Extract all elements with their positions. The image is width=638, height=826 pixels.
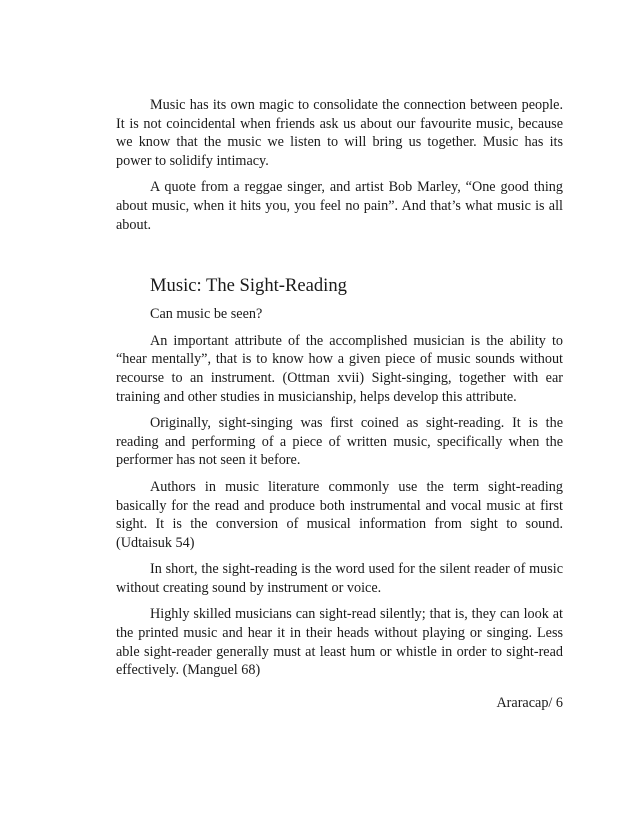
question-line: Can music be seen? <box>150 306 263 323</box>
paragraph-body-5: Highly skilled musicians can sight-read silently; that is, they can look at the printed music and hear it in their heads without playing or singing. Less able sight-reader generally must at least hum or whistle in order to sight-read effectively. (Manguel 68) <box>116 606 563 679</box>
document-page <box>116 96 563 688</box>
section-heading: Music: The Sight-Reading <box>150 275 347 297</box>
paragraph-body-4: In short, the sight-reading is the word used for the silent reader of music without creating sound by instrument or voice. <box>116 561 563 596</box>
paragraph-intro-2: A quote from a reggae singer, and artist Bob Marley, “One good thing about music, when it hits you, you feel no pain”. And that’s what music is all about. <box>116 179 563 233</box>
page-number: Araracap/ 6 <box>496 695 563 711</box>
paragraph-body-1: An important attribute of the accomplished musician is the ability to “hear mentally”, that is to know how a given piece of music sounds without recourse to an instrument. (Ottman xvii) Sight-singing, together with ear training and other studies in musicianship, helps develop this attribute. <box>116 332 563 405</box>
paragraph-body-3: Authors in music literature commonly use the term sight-reading basically for the read and produce both instrumental and vocal music at first sight. It is the conversion of musical information from sight to sound. (Udtaisuk 54) <box>116 478 563 551</box>
paragraph-body-2: Originally, sight-singing was first coined as sight-reading. It is the reading and performing of a piece of written music, specifically when the performer has not seen it before. <box>116 415 563 469</box>
paragraph-intro-1: Music has its own magic to consolidate the connection between people. It is not coincidental when friends ask us about our favourite music, because we know that the music we listen to will bring us together. Music has its power to solidify intimacy. <box>116 97 563 169</box>
